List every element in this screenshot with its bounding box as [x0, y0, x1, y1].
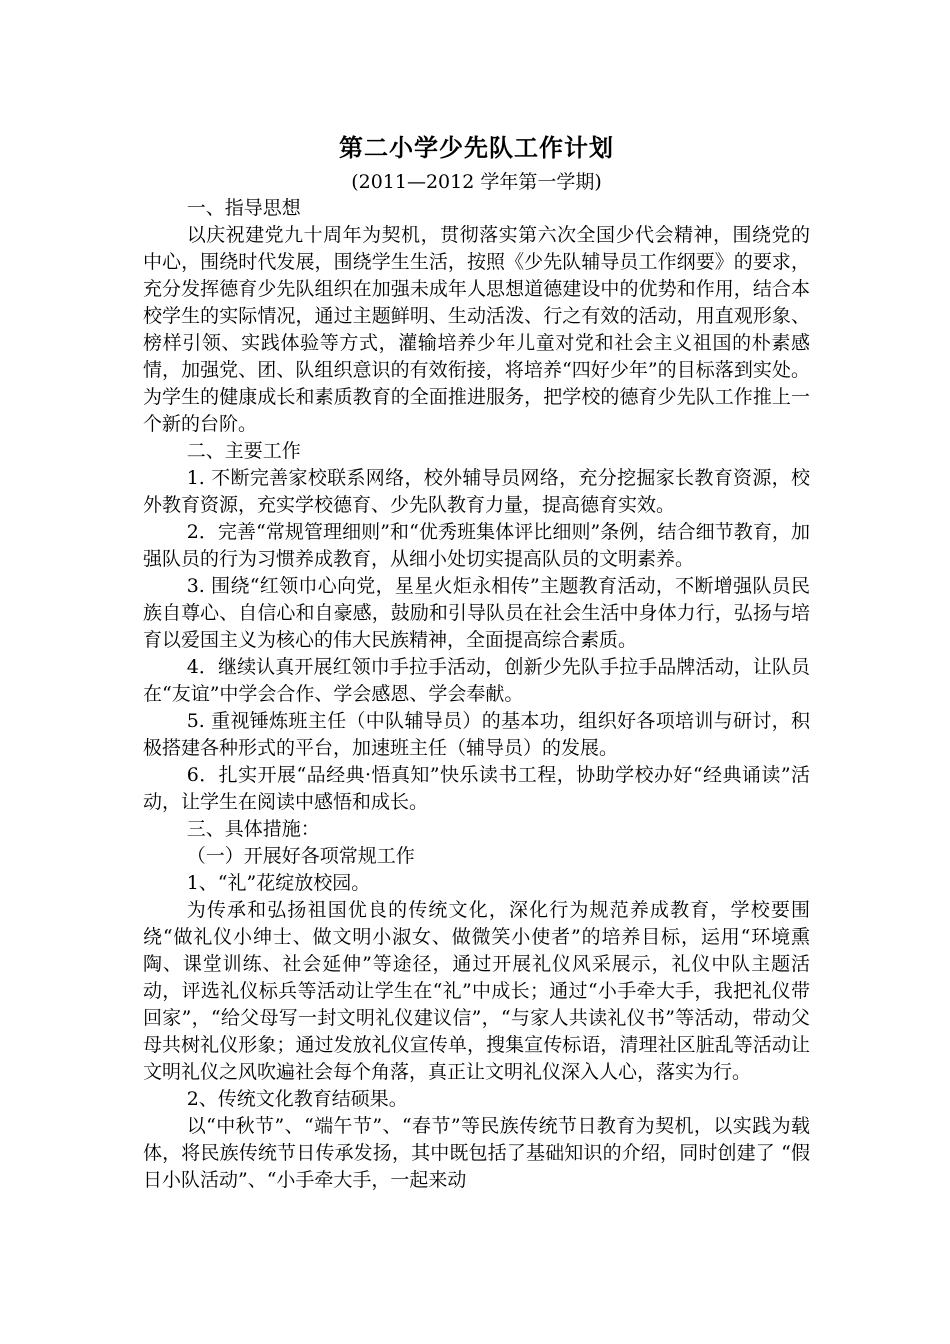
paragraph: 1. 不断完善家校联系网络，校外辅导员网络，充分挖掘家长教育资源，校外教育资源，充实学校德育、少先队教育力量，提高德育实效。 [143, 467, 810, 516]
section-heading: 三、具体措施： [186, 818, 320, 840]
section-heading: 一、指导思想 [186, 197, 301, 219]
document-subtitle: (2011—2012 学年第一学期) [351, 171, 602, 193]
document-title: 第二小学少先队工作计划 [339, 133, 614, 162]
paragraph: 以“中秋节”、“端午节”、“春节”等民族传统节日教育为契机，以实践为载体，将民族传统节日传承发扬，其中既包括了基础知识的介绍，同时创建了 “假日小队活动”、“小手牵大手，一起来动 [143, 1115, 810, 1191]
section-heading: 2、传统文化教育结硕果。 [186, 1088, 408, 1110]
paragraph: 4．继续认真开展红领巾手拉手活动，创新少先队手拉手品牌活动，让队员在“友谊”中学会合作、学会感恩、学会奉献。 [143, 656, 810, 705]
paragraph: 为传承和弘扬祖国优良的传统文化，深化行为规范养成教育，学校要围绕“做礼仪小绅士、做文明小淑女、做微笑小使者”的培养目标，运用“环境熏陶、课堂训练、社会延伸”等途径，通过开展礼仪风采展示，礼仪中队主题活动，评选礼仪标兵等活动让学生在“礼”中成长；通过“小手牵大手，我把礼仪带回家”，“给父母写一封文明礼仪建议信”，“与家人共读礼仪书”等活动，带动父母共树礼仪形象；通过发放礼仪宣传单，搜集宣传标语，清理社区脏乱等活动让文明礼仪之风吹遍社会每个角落，真正让文明礼仪深入人心，落实为行。 [143, 899, 810, 1083]
section-heading: 二、主要工作 [186, 440, 301, 462]
paragraph: 以庆祝建党九十周年为契机，贯彻落实第六次全国少代会精神，围绕党的中心，围绕时代发展，围绕学生生活，按照《少先队辅导员工作纲要》的要求，充分发挥德育少先队组织在加强未成年人思想道德建设中的优势和作用，结合本校学生的实际情况，通过主题鲜明、生动活泼、行之有效的活动，用直观形象、榜样引领、实践体验等方式，灌输培养少年儿童对党和社会主义祖国的朴素感情，加强党、团、队组织意识的有效衔接，将培养“四好少年”的目标落到实处。为学生的健康成长和素质教育的全面推进服务，把学校的德育少先队工作推上一个新的台阶。 [143, 224, 810, 435]
paragraph: 6．扎实开展“品经典·悟真知”快乐读书工程，协助学校办好“经典诵读”活动，让学生在阅读中感悟和成长。 [143, 764, 810, 813]
section-heading: 1、“礼”花绽放校园。 [186, 872, 371, 894]
paragraph: 2．完善“常规管理细则”和“优秀班集体评比细则”条例，结合细节教育，加强队员的行为习惯养成教育，从细小处切实提高队员的文明素养。 [143, 521, 810, 570]
document-page [143, 131, 810, 1194]
section-heading: （一）开展好各项常规工作 [186, 845, 415, 867]
paragraph: 3. 围绕“红领巾心向党，星星火炬永相传”主题教育活动，不断增强队员民族自尊心、自信心和自豪感，鼓励和引导队员在社会生活中身体力行，弘扬与培育以爱国主义为核心的伟大民族精神，全面提高综合素质。 [143, 575, 810, 651]
paragraph: 5. 重视锤炼班主任（中队辅导员）的基本功，组织好各项培训与研讨，积极搭建各种形式的平台，加速班主任（辅导员）的发展。 [143, 710, 810, 759]
document-body [143, 195, 810, 1194]
